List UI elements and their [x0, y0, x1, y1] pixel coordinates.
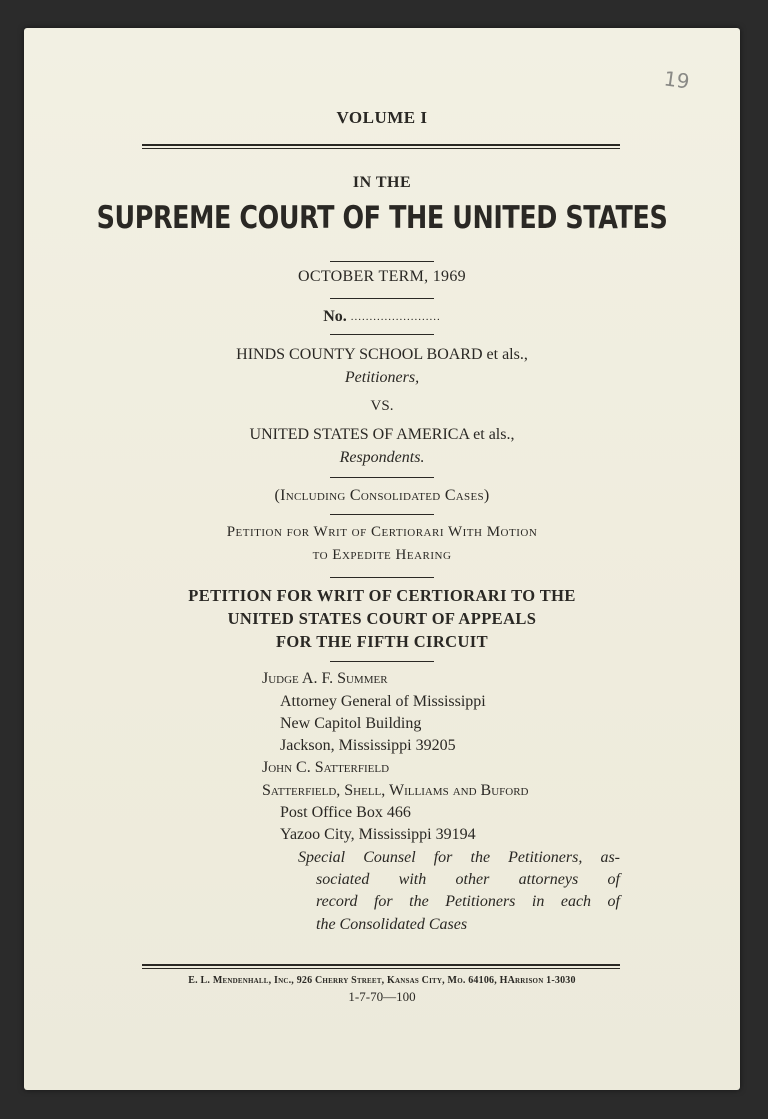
divider-rule: [330, 298, 434, 299]
divider-rule: [330, 261, 434, 262]
attorney1-title: Attorney General of Mississippi: [280, 693, 486, 710]
respondent-role: Respondents.: [339, 449, 425, 466]
attorney1-address1: New Capitol Building: [280, 715, 422, 732]
firm-address2: Yazoo City, Mississippi 39194: [280, 826, 476, 843]
firm-name: Satterfield, Shell, Williams and Buford: [262, 782, 529, 799]
petition-motion-line2: to Expedite Hearing: [312, 547, 452, 563]
petitioner-name: HINDS COUNTY SCHOOL BOARD et als.,: [236, 346, 528, 363]
divider-rule: [330, 577, 434, 578]
print-code: 1-7-70—100: [348, 989, 416, 1004]
versus-label: VS.: [370, 398, 394, 414]
docket-blank: ........................: [350, 311, 441, 323]
court-name: SUPREME COURT OF THE UNITED STATES: [96, 200, 668, 236]
special-counsel-line1: Special Counsel for the Petitioners, as-: [298, 849, 620, 866]
court-prefix: IN THE: [352, 174, 412, 191]
docket-number: [24, 308, 740, 326]
divider-rule: [330, 514, 434, 515]
petition-title-line1: PETITION FOR WRIT OF CERTIORARI TO THE: [188, 586, 576, 605]
respondent-name: UNITED STATES OF AMERICA et als.,: [249, 426, 515, 443]
petitioner-role: Petitioners,: [344, 369, 420, 386]
divider-rule: [330, 477, 434, 478]
document-page: [24, 28, 740, 1090]
top-double-rule: [142, 144, 620, 149]
attorney1-address2: Jackson, Mississippi 39205: [280, 737, 456, 754]
firm-address1: Post Office Box 466: [280, 804, 411, 821]
consolidated-note: (Including Consolidated Cases): [274, 487, 490, 504]
docket-label: No.: [323, 308, 347, 325]
divider-rule: [330, 334, 434, 335]
volume-label: VOLUME I: [336, 108, 428, 127]
special-counsel-line4: the Consolidated Cases: [316, 916, 468, 933]
divider-rule: [330, 661, 434, 662]
printer-imprint: E. L. Mendenhall, Inc., 926 Cherry Street, Kansas City, Mo. 64106, HArrison 1-3030: [188, 975, 576, 986]
bottom-double-rule: [142, 964, 620, 969]
petition-motion-line1: Petition for Writ of Certiorari With Motion: [226, 524, 538, 540]
special-counsel-line2: sociated with other attorneys of: [316, 871, 620, 888]
special-counsel-line3: record for the Petitioners in each of: [316, 893, 620, 910]
term-label: OCTOBER TERM, 1969: [298, 268, 466, 285]
attorney1-name: Judge A. F. Summer: [262, 670, 388, 687]
pencil-mark: 19: [662, 66, 691, 94]
attorney2-name: John C. Satterfield: [262, 759, 390, 776]
petition-title-line2: UNITED STATES COURT OF APPEALS: [227, 609, 537, 628]
petition-title-line3: FOR THE FIFTH CIRCUIT: [275, 632, 489, 651]
